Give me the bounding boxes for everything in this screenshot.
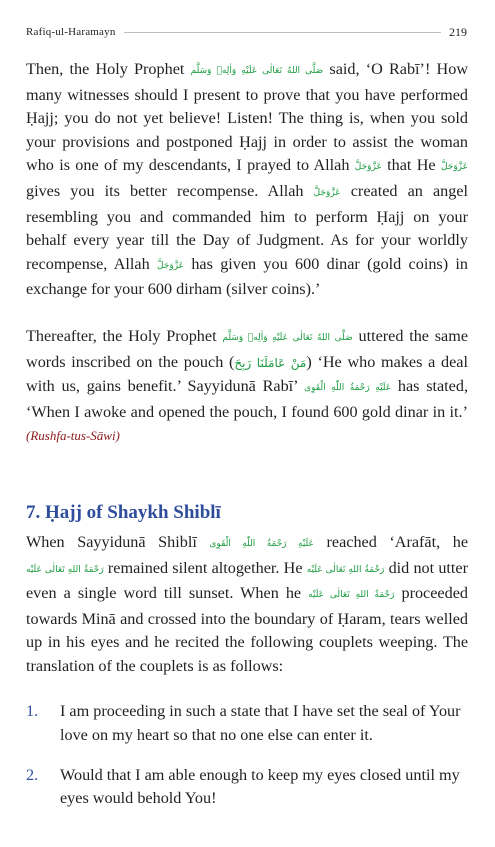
arabic-salutation: صَلَّى اللهُ تَعَالٰى عَلَيْهِ وَاٰلِهٖ وَسَلَّم [222,332,353,343]
arabic-honorific: رَحْمَةُ اللهِ تَعَالٰى عَلَيْه [306,564,385,575]
text-run: did not utter even a single word till sunset. When he [26,558,468,603]
text-run: gives you its better recompense. Allah [26,181,314,200]
text-run: Thereafter, the Holy Prophet [26,326,223,345]
arabic-honorific: عَلَيْهِ رَحْمَةُ اللّٰهِ الْقَوِى [209,538,314,549]
list-item [26,764,468,811]
list-number: 1. [26,702,39,721]
reference-citation: (Rushfa-tus-Sāwi) [26,428,120,444]
arabic-honorific: عَزَّوَجَلَّ [156,260,185,271]
text-run: When Sayyidunā Shiblī [26,532,210,551]
arabic-honorific: رَحْمَةُ اللهِ تَعَالٰى عَلَيْه [308,590,395,601]
running-title: Rafiq-ul-Haramayn [26,26,116,38]
text-run: reached ‘Arafāt, he [313,532,469,551]
paragraph-prophet-speech [26,58,468,302]
text-run: said, ‘O Rabī’! How many witnesses should I present to prove that you have performed Ḥajj; you do not yet believe! Listen! The thing is, when you sold your provisions and postponed Ḥajj in order to assist the woman who is one of my descendants, I prayed to Allah [26,60,469,175]
arabic-honorific: عَزَّوَجَلَّ [313,187,341,198]
text-run: uttered the same words inscribed on the pouch ( [26,326,468,371]
text-run: has given you 600 dinar (gold coins) in exchange for your 600 dirham (silver coins).’ [26,254,468,299]
list-text: Would that I am able enough to keep my eyes closed until my eyes would behold You! [60,765,460,808]
list-item [26,700,468,747]
arabic-inscription: مَنْ عَامَلَنَا رَبِحَ [234,355,307,370]
text-run: ) ‘He who makes a deal with us, gains benefit.’ Sayyidunā Rabī’ [26,352,468,396]
arabic-honorific: عَزَّوَجَلَّ [440,162,468,173]
text-run: created an angel resembling you and commanded him to perform Ḥajj on your behalf every year till the Day of Judgment. As for your worldly recompense, Allah [26,181,468,273]
list-number: 2. [26,765,39,784]
text-run: that He [381,156,441,175]
text-run: remained silent altogether. He [103,558,307,577]
text-run: has stated, ‘When I awoke and opened the pouch, I found 600 gold dinar in it.’ [26,377,469,421]
paragraph-shibli [26,531,468,679]
arabic-honorific: عَزَّوَجَلَّ [354,162,382,173]
arabic-honorific: عَلَيْهِ رَحْمَةُ اللّٰهِ الْقَوِى [304,383,392,394]
arabic-honorific: رَحْمَةُ اللهِ تَعَالٰى عَلَيْه [26,564,104,575]
couplet-list [26,700,468,810]
paragraph-pouch [26,325,468,448]
list-text: I am proceeding in such a state that I have set the seal of Your love on my heart so that no one else can enter it. [60,702,461,745]
page-header [26,22,467,42]
arabic-salutation: صَلَّى اللهُ تَعَالٰى عَلَيْهِ وَاٰلِهٖ وَسَلَّم [190,66,324,76]
page-body [26,58,468,811]
section-heading: 7. Ḥajj of Shaykh Shiblī [26,501,221,523]
text-run: proceeded towards Minā and crossed into the boundary of Ḥaram, tears welled up in his eyes and he recited the following couplets weeping. The translation of the couplets is as follows: [26,584,468,675]
page-number: 219 [449,24,467,39]
header-rule [124,32,441,33]
text-run: Then, the Holy Prophet [26,60,191,78]
